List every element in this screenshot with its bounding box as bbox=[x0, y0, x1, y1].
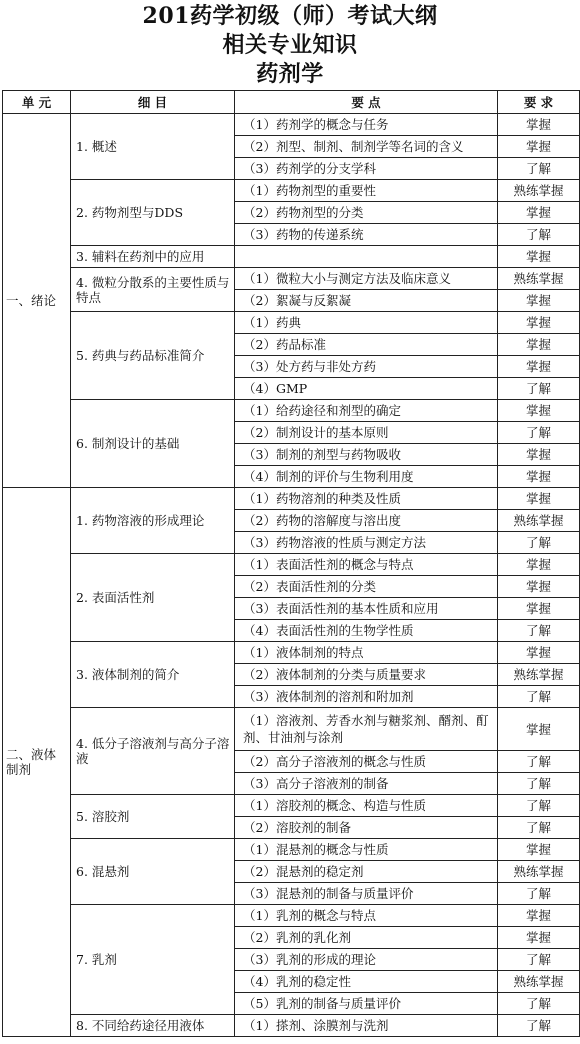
requirement-cell: 了解 bbox=[498, 1015, 580, 1037]
point-cell: （3）表面活性剂的基本性质和应用 bbox=[235, 598, 498, 620]
point-cell: （2）制剂设计的基本原则 bbox=[235, 422, 498, 444]
point-cell: （1）药典 bbox=[235, 312, 498, 334]
point-cell: （2）药物的溶解度与溶出度 bbox=[235, 510, 498, 532]
item-cell: 1. 药物溶液的形成理论 bbox=[71, 488, 235, 554]
item-cell: 2. 药物剂型与DDS bbox=[71, 180, 235, 246]
requirement-cell: 了解 bbox=[498, 773, 580, 795]
requirement-cell: 掌握 bbox=[498, 708, 580, 751]
requirement-cell: 熟练掌握 bbox=[498, 971, 580, 993]
header-item: 细 目 bbox=[71, 91, 235, 114]
point-cell: （2）液体制剂的分类与质量要求 bbox=[235, 664, 498, 686]
table-row bbox=[3, 400, 580, 422]
point-cell: （2）溶胶剂的制备 bbox=[235, 817, 498, 839]
point-cell: （1）搽剂、涂膜剂与洗剂 bbox=[235, 1015, 498, 1037]
main-title: 201药学初级（师）考试大纲 bbox=[142, 3, 438, 29]
requirement-cell: 了解 bbox=[498, 993, 580, 1015]
requirement-cell: 掌握 bbox=[498, 598, 580, 620]
point-cell: （1）溶胶剂的概念、构造与性质 bbox=[235, 795, 498, 817]
requirement-cell: 掌握 bbox=[498, 444, 580, 466]
requirement-cell: 熟练掌握 bbox=[498, 268, 580, 290]
requirement-cell: 熟练掌握 bbox=[498, 664, 580, 686]
table-row bbox=[3, 708, 580, 751]
table-row bbox=[3, 839, 580, 861]
item-cell: 8. 不同给药途径用液体 bbox=[71, 1015, 235, 1037]
point-cell: （4）制剂的评价与生物利用度 bbox=[235, 466, 498, 488]
section-title: 药剂学 bbox=[256, 61, 324, 87]
point-cell: （3）高分子溶液剂的制备 bbox=[235, 773, 498, 795]
item-cell: 7. 乳剂 bbox=[71, 905, 235, 1015]
point-cell: （5）乳剂的制备与质量评价 bbox=[235, 993, 498, 1015]
item-cell: 4. 微粒分散系的主要性质与特点 bbox=[71, 268, 235, 312]
point-cell: （1）表面活性剂的概念与特点 bbox=[235, 554, 498, 576]
requirement-cell: 熟练掌握 bbox=[498, 861, 580, 883]
point-cell: （1）乳剂的概念与特点 bbox=[235, 905, 498, 927]
point-cell: （1）混悬剂的概念与性质 bbox=[235, 839, 498, 861]
header-requirement: 要 求 bbox=[498, 91, 580, 114]
point-cell: （3）药物溶液的性质与测定方法 bbox=[235, 532, 498, 554]
requirement-cell: 掌握 bbox=[498, 312, 580, 334]
requirement-cell: 了解 bbox=[498, 224, 580, 246]
requirement-cell: 了解 bbox=[498, 686, 580, 708]
point-cell: （3）混悬剂的制备与质量评价 bbox=[235, 883, 498, 905]
header-point: 要 点 bbox=[235, 91, 498, 114]
item-cell: 5. 药典与药品标准简介 bbox=[71, 312, 235, 400]
item-cell: 1. 概述 bbox=[71, 114, 235, 180]
item-cell: 3. 辅料在药剂中的应用 bbox=[71, 246, 235, 268]
table-row bbox=[3, 554, 580, 576]
table-row bbox=[3, 488, 580, 510]
point-cell: （1）药物剂型的重要性 bbox=[235, 180, 498, 202]
header-unit: 单 元 bbox=[3, 91, 71, 114]
item-cell: 4. 低分子溶液剂与高分子溶液 bbox=[71, 708, 235, 795]
requirement-cell: 了解 bbox=[498, 883, 580, 905]
requirement-cell: 熟练掌握 bbox=[498, 510, 580, 532]
requirement-cell: 了解 bbox=[498, 620, 580, 642]
point-cell: （4）GMP bbox=[235, 378, 498, 400]
table-row bbox=[3, 268, 580, 290]
point-cell: （3）处方药与非处方药 bbox=[235, 356, 498, 378]
point-cell: （2）絮凝与反絮凝 bbox=[235, 290, 498, 312]
point-cell: （1）溶液剂、芳香水剂与糖浆剂、醑剂、酊剂、甘油剂与涂剂 bbox=[235, 708, 498, 751]
point-cell: （1）药剂学的概念与任务 bbox=[235, 114, 498, 136]
requirement-cell: 掌握 bbox=[498, 356, 580, 378]
point-cell: （2）乳剂的乳化剂 bbox=[235, 927, 498, 949]
point-cell: （4）表面活性剂的生物学性质 bbox=[235, 620, 498, 642]
requirement-cell: 了解 bbox=[498, 422, 580, 444]
table-row bbox=[3, 905, 580, 927]
requirement-cell: 了解 bbox=[498, 532, 580, 554]
point-cell: （3）药剂学的分支学科 bbox=[235, 158, 498, 180]
point-cell: （3）药物的传递系统 bbox=[235, 224, 498, 246]
point-cell: （3）乳剂的形成的理论 bbox=[235, 949, 498, 971]
requirement-cell: 熟练掌握 bbox=[498, 180, 580, 202]
requirement-cell: 掌握 bbox=[498, 927, 580, 949]
unit-cell: 一、绪论 bbox=[3, 114, 71, 488]
requirement-cell: 掌握 bbox=[498, 488, 580, 510]
requirement-cell: 掌握 bbox=[498, 576, 580, 598]
requirement-cell: 了解 bbox=[498, 751, 580, 773]
requirement-cell: 掌握 bbox=[498, 839, 580, 861]
syllabus-table bbox=[2, 90, 580, 1037]
table-row bbox=[3, 114, 580, 136]
requirement-cell: 了解 bbox=[498, 949, 580, 971]
table-body bbox=[3, 114, 580, 1037]
requirement-cell: 掌握 bbox=[498, 642, 580, 664]
requirement-cell: 了解 bbox=[498, 158, 580, 180]
item-cell: 6. 混悬剂 bbox=[71, 839, 235, 905]
requirement-cell: 掌握 bbox=[498, 905, 580, 927]
requirement-cell: 了解 bbox=[498, 378, 580, 400]
item-cell: 5. 溶胶剂 bbox=[71, 795, 235, 839]
table-row bbox=[3, 1015, 580, 1037]
point-cell: （3）液体制剂的溶剂和附加剂 bbox=[235, 686, 498, 708]
requirement-cell: 了解 bbox=[498, 817, 580, 839]
point-cell: （2）高分子溶液剂的概念与性质 bbox=[235, 751, 498, 773]
point-cell: （2）剂型、制剂、制剂学等名词的含义 bbox=[235, 136, 498, 158]
requirement-cell: 掌握 bbox=[498, 114, 580, 136]
item-cell: 2. 表面活性剂 bbox=[71, 554, 235, 642]
table-row bbox=[3, 180, 580, 202]
requirement-cell: 掌握 bbox=[498, 466, 580, 488]
table-header-row bbox=[3, 91, 580, 114]
requirement-cell: 掌握 bbox=[498, 400, 580, 422]
point-cell: （4）乳剂的稳定性 bbox=[235, 971, 498, 993]
requirement-cell: 掌握 bbox=[498, 334, 580, 356]
point-cell: （2）药物剂型的分类 bbox=[235, 202, 498, 224]
point-cell: （2）药品标准 bbox=[235, 334, 498, 356]
point-cell: （3）制剂的剂型与药物吸收 bbox=[235, 444, 498, 466]
requirement-cell: 掌握 bbox=[498, 290, 580, 312]
requirement-cell: 了解 bbox=[498, 795, 580, 817]
item-cell: 3. 液体制剂的简介 bbox=[71, 642, 235, 708]
point-cell bbox=[235, 246, 498, 268]
table-row bbox=[3, 795, 580, 817]
requirement-cell: 掌握 bbox=[498, 136, 580, 158]
point-cell: （1）微粒大小与测定方法及临床意义 bbox=[235, 268, 498, 290]
subtitle: 相关专业知识 bbox=[222, 32, 358, 58]
table-row bbox=[3, 246, 580, 268]
table-row bbox=[3, 642, 580, 664]
requirement-cell: 掌握 bbox=[498, 246, 580, 268]
point-cell: （2）混悬剂的稳定剂 bbox=[235, 861, 498, 883]
point-cell: （1）给药途径和剂型的确定 bbox=[235, 400, 498, 422]
title-block bbox=[0, 0, 580, 89]
requirement-cell: 掌握 bbox=[498, 554, 580, 576]
point-cell: （2）表面活性剂的分类 bbox=[235, 576, 498, 598]
requirement-cell: 掌握 bbox=[498, 202, 580, 224]
unit-cell: 二、液体制剂 bbox=[3, 488, 71, 1037]
point-cell: （1）液体制剂的特点 bbox=[235, 642, 498, 664]
point-cell: （1）药物溶剂的种类及性质 bbox=[235, 488, 498, 510]
item-cell: 6. 制剂设计的基础 bbox=[71, 400, 235, 488]
table-row bbox=[3, 312, 580, 334]
